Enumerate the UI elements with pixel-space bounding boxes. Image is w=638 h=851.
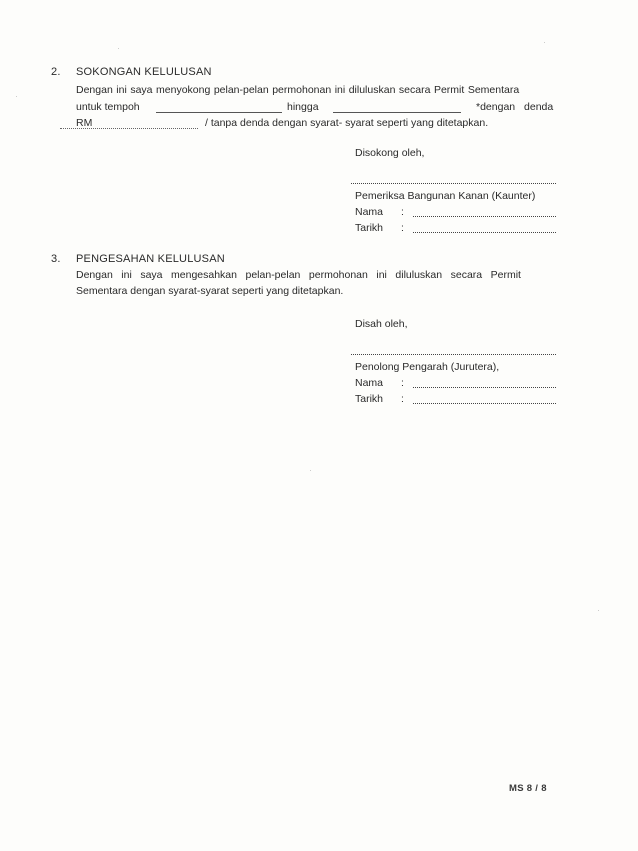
period-start-field[interactable] — [156, 112, 282, 113]
supporter-officer-title: Pemeriksa Bangunan Kanan (Kaunter) — [355, 190, 536, 202]
period-end-field[interactable] — [333, 112, 461, 113]
scan-speck — [598, 610, 599, 611]
scan-speck — [544, 42, 545, 43]
supported-by-label: Disokong oleh, — [355, 147, 425, 159]
section-2-until-label: hingga — [287, 101, 319, 113]
scan-speck — [310, 470, 311, 471]
page-number: MS 8 / 8 — [509, 783, 547, 794]
section-2-conditions-text: / tanpa denda dengan syarat- syarat seperti yang ditetapkan. — [205, 117, 489, 129]
section-3-line-2: Sementara dengan syarat-syarat seperti yang ditetapkan. — [76, 285, 344, 297]
scan-speck — [16, 96, 17, 97]
supporter-date-label: Tarikh — [355, 222, 384, 234]
confirmer-signature-line[interactable] — [351, 354, 556, 355]
confirmer-name-colon: : — [401, 377, 404, 389]
scan-speck — [118, 48, 119, 49]
confirmer-date-field[interactable] — [413, 403, 556, 404]
supporter-date-field[interactable] — [413, 232, 556, 233]
confirmer-name-label: Nama — [355, 377, 384, 389]
section-3-line-1: Dengan ini saya mengesahkan pelan-pelan permohonan ini diluluskan secara Permit — [76, 269, 521, 281]
supporter-signature-line[interactable] — [351, 183, 556, 184]
confirmer-date-label: Tarikh — [355, 393, 384, 405]
confirmer-officer-title: Penolong Pengarah (Jurutera), — [355, 361, 500, 373]
supporter-name-colon: : — [401, 206, 404, 218]
supporter-date-colon: : — [401, 222, 404, 234]
section-3-number: 3. — [51, 253, 61, 265]
section-2-line-1: Dengan ini saya menyokong pelan-pelan permohonan ini diluluskan secara Permit Sementara — [76, 84, 520, 96]
confirmed-by-label: Disah oleh, — [355, 318, 408, 330]
supporter-name-field[interactable] — [413, 216, 556, 217]
supporter-name-label: Nama — [355, 206, 384, 218]
section-2-number: 2. — [51, 66, 61, 78]
section-2-period-label: untuk tempoh — [76, 101, 140, 113]
confirmer-name-field[interactable] — [413, 387, 556, 388]
section-3-heading: PENGESAHAN KELULUSAN — [76, 253, 225, 265]
section-2-heading: SOKONGAN KELULUSAN — [76, 66, 212, 78]
section-2-fine-label: *dengan denda — [476, 101, 554, 113]
section-2-rm-label: RM — [76, 117, 93, 129]
fine-amount-field[interactable] — [60, 128, 198, 129]
confirmer-date-colon: : — [401, 393, 404, 405]
